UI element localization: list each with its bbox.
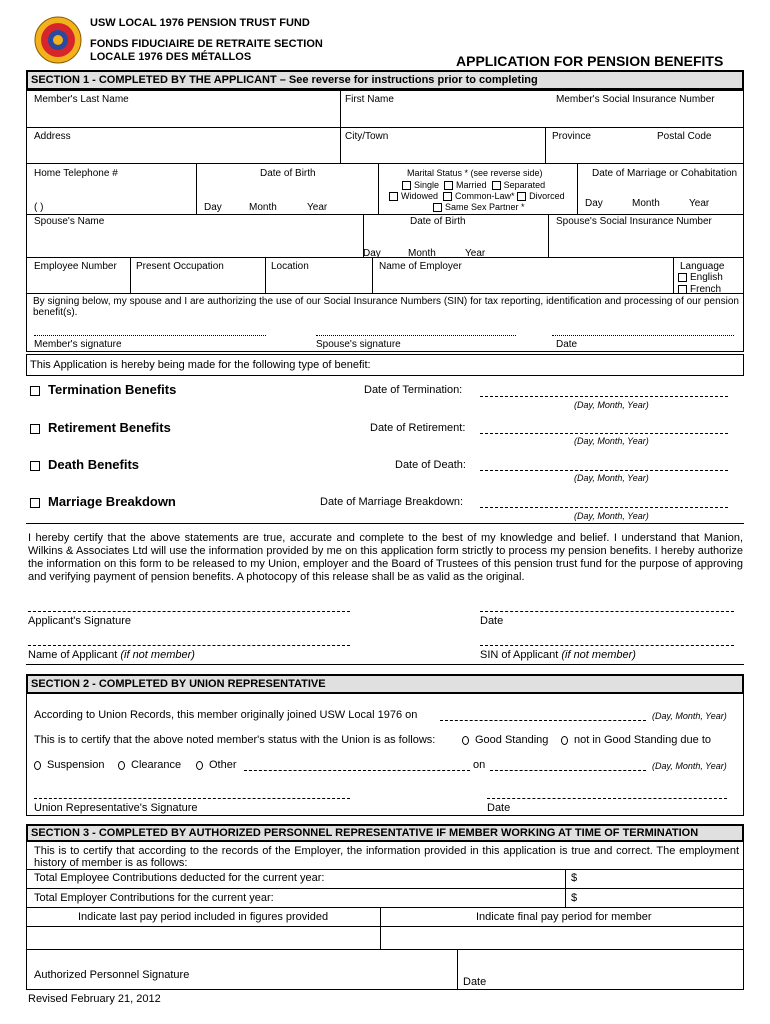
rep-date-line[interactable]: [487, 798, 727, 799]
widowed-checkbox[interactable]: [389, 192, 398, 201]
spouse-dob-label: Date of Birth: [410, 216, 466, 227]
termination-option: Termination Benefits: [30, 382, 176, 397]
occupation-label: Present Occupation: [136, 261, 224, 272]
org-name-line1: USW LOCAL 1976 PENSION TRUST FUND: [90, 17, 310, 29]
employer-contrib-label: Total Employer Contributions for the current year:: [34, 892, 274, 904]
benefit-intro: This Application is hereby being made for the following type of benefit:: [30, 359, 371, 371]
member-sin-label: Member's Social Insurance Number: [556, 94, 715, 105]
union-logo: [34, 16, 82, 64]
org-name-line2: FONDS FIDUCIAIRE DE RETRAITE SECTION: [90, 38, 323, 50]
termination-checkbox[interactable]: [30, 386, 40, 396]
spouse-signature-line[interactable]: [316, 335, 516, 336]
termination-date-label: Date of Termination:: [364, 384, 463, 396]
marital-row2: Widowed Common-Law* Divorced: [389, 191, 565, 201]
married-checkbox[interactable]: [444, 181, 453, 190]
marriage-breakdown-date-label: Date of Marriage Breakdown:: [320, 496, 464, 508]
dob-label: Date of Birth: [260, 168, 316, 179]
first-name-label: First Name: [345, 94, 394, 105]
not-good-standing-radio[interactable]: [561, 736, 568, 745]
death-option: Death Benefits: [30, 457, 139, 472]
death-checkbox[interactable]: [30, 461, 40, 471]
last-pay-period-label: Indicate last pay period included in figures provided: [78, 911, 329, 923]
section1-title: SECTION 1 - COMPLETED BY THE APPLICANT – See reverse for instructions prior to completing: [26, 70, 744, 90]
member-signature-label: Member's signature: [34, 339, 122, 350]
applicant-signature-line[interactable]: [28, 611, 350, 612]
death-date-field[interactable]: [480, 470, 728, 471]
province-label: Province: [552, 131, 591, 142]
common-law-checkbox[interactable]: [443, 192, 452, 201]
marriage-day-label: Day: [585, 198, 603, 209]
status-dmy-hint: (Day, Month, Year): [652, 761, 727, 771]
marriage-month-label: Month: [632, 198, 660, 209]
section3-title: SECTION 3 - COMPLETED BY AUTHORIZED PERSONNEL REPRESENTATIVE IF MEMBER WORKING AT TIME OF TERMINATION: [26, 824, 744, 842]
not-good-standing-option: not in Good Standing due to: [561, 734, 711, 746]
dob-year-label: Year: [307, 202, 328, 213]
final-pay-period-field[interactable]: [381, 927, 743, 948]
auth-date-field[interactable]: [459, 950, 743, 974]
certification-text: I hereby certify that the above statements are true, accurate and complete to the best of my knowledge and belief. I understand that Manion, Wilkins & Associates Ltd will use the information provided by me on this application form strictly to process my pension benefits. I hereby authorize the information on this form to be released to my Union, employer and the Board of Trustees of this pension trust fund for the purpose of approving and verifying payment of pension benefits. A photocopy of this release shall be as valid as the original.: [28, 532, 743, 583]
applicant-date-label: Date: [480, 615, 504, 627]
joined-dmy-hint: (Day, Month, Year): [652, 711, 727, 721]
applicant-name-label: Name of Applicant (if not member): [28, 649, 195, 661]
rep-date-label: Date: [487, 802, 511, 814]
separated-checkbox[interactable]: [492, 181, 501, 190]
french-checkbox[interactable]: [678, 285, 687, 294]
death-date-label: Date of Death:: [395, 459, 466, 471]
employer-contrib-dollar: $: [571, 892, 578, 904]
single-checkbox[interactable]: [402, 181, 411, 190]
termination-date-field[interactable]: [480, 396, 728, 397]
on-label: on: [473, 759, 486, 771]
clearance-radio[interactable]: [118, 761, 125, 770]
death-dmy-hint: (Day, Month, Year): [574, 473, 649, 483]
language-label: Language: [680, 261, 725, 272]
employer-certify-text: This is to certify that according to the records of the Employer, the information provided in this application is true and correct. The employment history of member is as follows:: [34, 845, 739, 869]
rep-signature-line[interactable]: [34, 798, 350, 799]
dob-day-label: Day: [204, 202, 222, 213]
other-option: Other: [196, 759, 237, 771]
suspension-radio[interactable]: [34, 761, 41, 770]
joined-date-field[interactable]: [440, 720, 646, 721]
auth-signature-label: Authorized Personnel Signature: [34, 969, 190, 981]
spouse-sin-label: Spouse's Social Insurance Number: [556, 216, 712, 227]
divorced-checkbox[interactable]: [517, 192, 526, 201]
joined-date-label: According to Union Records, this member originally joined USW Local 1976 on: [34, 709, 418, 721]
employee-contrib-label: Total Employee Contributions deducted for the current year:: [34, 872, 325, 884]
employee-number-label: Employee Number: [34, 261, 117, 272]
revision-date: Revised February 21, 2012: [28, 993, 161, 1005]
retirement-dmy-hint: (Day, Month, Year): [574, 436, 649, 446]
applicant-signature-label: Applicant's Signature: [28, 615, 131, 627]
other-reason-field[interactable]: [244, 770, 470, 771]
other-radio[interactable]: [196, 761, 203, 770]
last-pay-period-field[interactable]: [27, 927, 379, 948]
employer-label: Name of Employer: [379, 261, 462, 272]
english-option: English: [678, 272, 723, 283]
employee-contrib-dollar: $: [571, 872, 578, 884]
consent-date-label: Date: [556, 339, 578, 350]
location-label: Location: [271, 261, 309, 272]
marriage-year-label: Year: [689, 198, 710, 209]
retirement-date-field[interactable]: [480, 433, 728, 434]
marriage-breakdown-option: Marriage Breakdown: [30, 494, 176, 509]
member-signature-line[interactable]: [34, 335, 266, 336]
applicant-date-line[interactable]: [480, 611, 734, 612]
marital-row3: Same Sex Partner *: [433, 202, 525, 212]
good-standing-radio[interactable]: [462, 736, 469, 745]
status-label: This is to certify that the above noted member's status with the Union is as follows:: [34, 734, 436, 746]
employer-contrib-field[interactable]: [580, 889, 740, 906]
termination-dmy-hint: (Day, Month, Year): [574, 400, 649, 410]
city-label: City/Town: [345, 131, 389, 142]
employee-contrib-field[interactable]: [580, 870, 740, 887]
same-sex-checkbox[interactable]: [433, 203, 442, 212]
marital-status-label: Marital Status * (see reverse side): [407, 168, 543, 178]
auth-date-label: Date: [463, 976, 487, 988]
marital-row1: Single Married Separated: [402, 180, 545, 190]
postal-code-label: Postal Code: [657, 131, 712, 142]
address-label: Address: [34, 131, 71, 142]
final-pay-period-label: Indicate final pay period for member: [476, 911, 652, 923]
form-title: APPLICATION FOR PENSION BENEFITS: [456, 53, 724, 69]
last-name-label: Member's Last Name: [34, 94, 129, 105]
applicant-name-line[interactable]: [28, 645, 350, 646]
home-telephone-label: Home Telephone #: [34, 168, 118, 179]
consent-date-line[interactable]: [552, 335, 734, 336]
marriage-breakdown-dmy-hint: (Day, Month, Year): [574, 511, 649, 521]
applicant-sin-line[interactable]: [480, 645, 734, 646]
retirement-option: Retirement Benefits: [30, 420, 171, 435]
spouse-signature-label: Spouse's signature: [316, 339, 401, 350]
org-name-line3: LOCALE 1976 DES MÉTALLOS: [90, 51, 252, 63]
sin-consent-text: By signing below, my spouse and I are authorizing the use of our Social Insurance Numbers (SIN) for tax reporting, identification and processing of our pension benefit(s).: [33, 296, 739, 318]
area-code-paren: ( ): [34, 202, 44, 213]
retirement-date-label: Date of Retirement:: [370, 422, 466, 434]
marriage-breakdown-checkbox[interactable]: [30, 498, 40, 508]
spouse-name-label: Spouse's Name: [34, 216, 105, 227]
french-option: French: [678, 284, 721, 295]
marriage-date-label: Date of Marriage or Cohabitation: [592, 168, 738, 179]
marriage-breakdown-date-field[interactable]: [480, 507, 728, 508]
auth-signature-field[interactable]: [27, 950, 456, 966]
english-checkbox[interactable]: [678, 273, 687, 282]
dob-month-label: Month: [249, 202, 277, 213]
suspension-option: Suspension: [34, 759, 105, 771]
retirement-checkbox[interactable]: [30, 424, 40, 434]
applicant-sin-label: SIN of Applicant (if not member): [480, 649, 636, 661]
good-standing-option: Good Standing: [462, 734, 548, 746]
clearance-option: Clearance: [118, 759, 181, 771]
spouse-dob-day-label: Day: [363, 248, 381, 259]
spouse-dob-year-label: Year: [465, 248, 486, 259]
rep-signature-label: Union Representative's Signature: [34, 802, 198, 814]
section2-title: SECTION 2 - COMPLETED BY UNION REPRESENTATIVE: [26, 674, 744, 694]
status-date-field[interactable]: [490, 770, 646, 771]
spouse-dob-month-label: Month: [408, 248, 436, 259]
